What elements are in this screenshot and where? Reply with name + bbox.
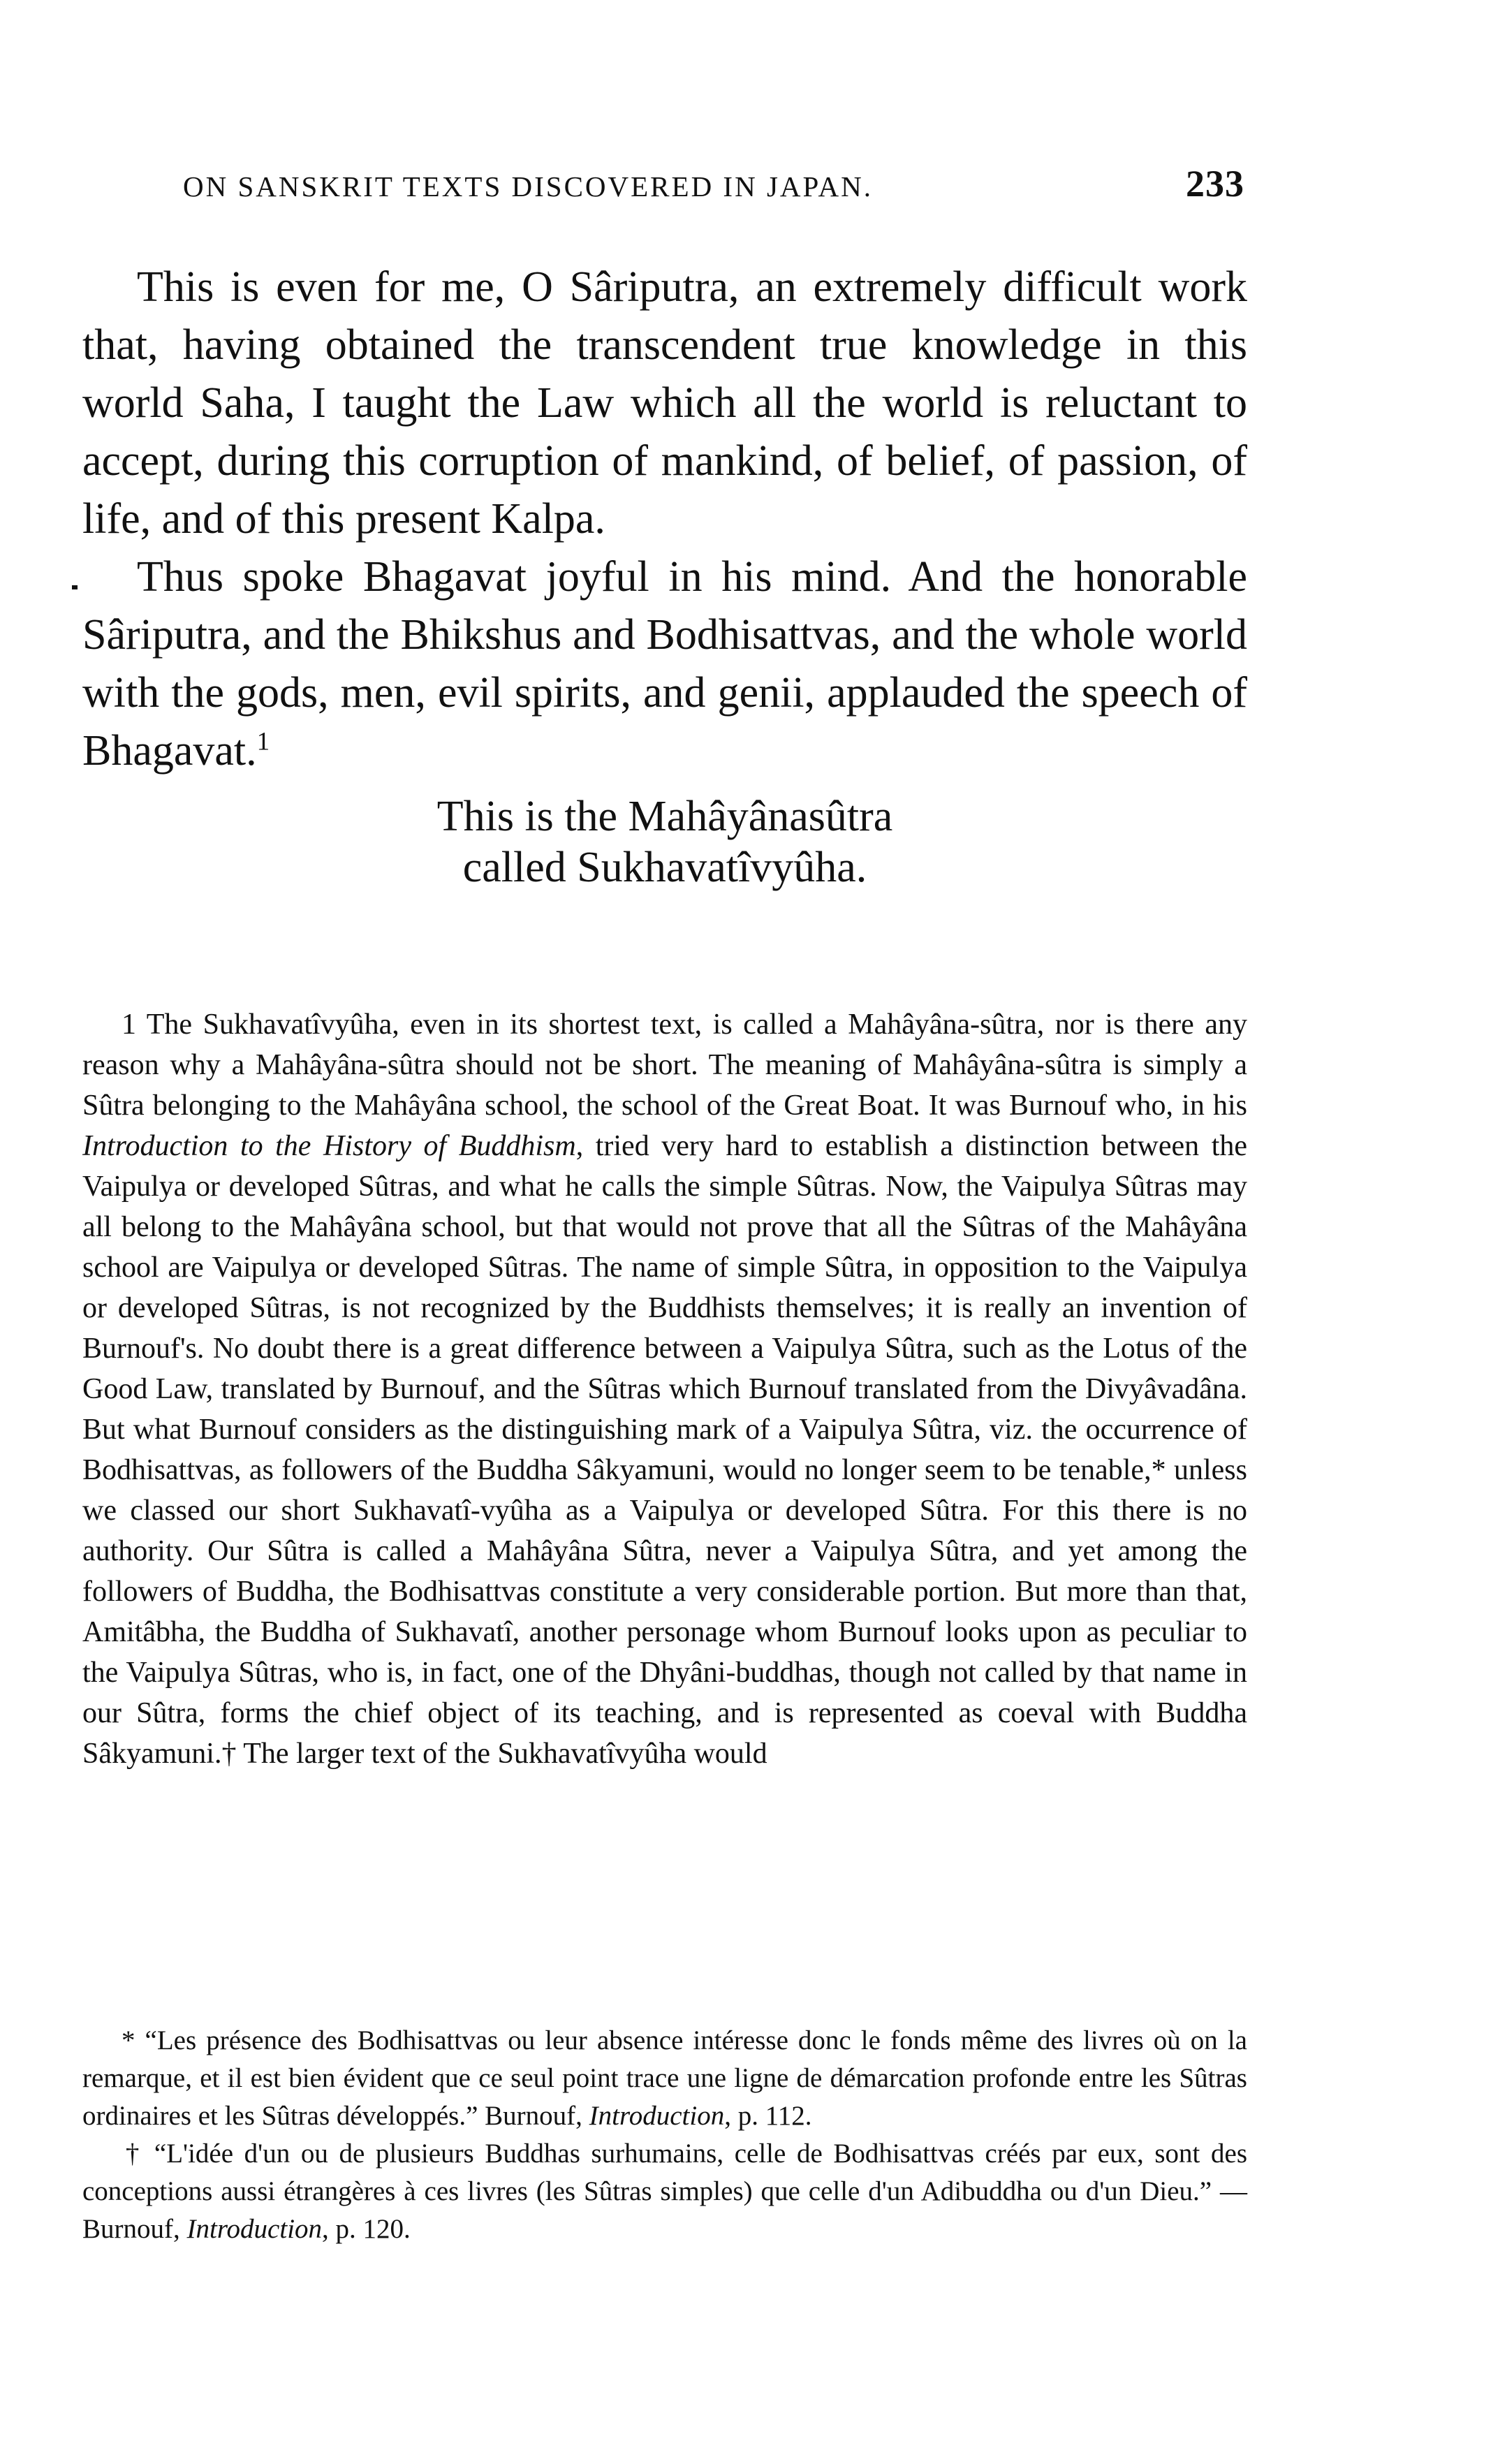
footnote-quote: “L'idée d'un ou de plusieurs Buddhas surhumains, celle de Bodhisattvas créés par eux, sont des conceptions aussi étrangères à ces livres (les Sûtras simples) que celle d'un Adibuddha ou d'un Dieu.” — Burnouf, (82, 2139, 1248, 2244)
page-number: 233 (1186, 163, 1244, 205)
footnote-1 (82, 1004, 1247, 1774)
footnote-dagger (82, 2135, 1247, 2248)
paragraph (82, 548, 1247, 780)
main-text (82, 258, 1247, 893)
citation-work: Introduction (589, 2101, 725, 2131)
book-title: Introduction to the History of Buddhism (82, 1130, 576, 1162)
footnote-marker: 1 (122, 1009, 136, 1041)
footnote-text: The Sukhavatîvyûha, even in its shortest text, is called a Mahâyâna-sûtra, nor is there any reason why a Mahâyâna-sûtra should not be short. The meaning of Mahâyâna-sûtra is simply a Sûtra belonging to the Mahâyâna school, the school of the Great Boat. It was Burnouf who, in his (82, 1009, 1247, 1122)
paragraph-text: This is even for me, O Sâriputra, an extremely difficult work that, having obtained the transcendent true knowledge in this world Saha, I taught the Law which all the world is reluctant to accept, during this corruption of mankind, of belief, of passion, of life, and of this present Kalpa. (82, 263, 1247, 543)
footnote-quote: “Les présence des Bodhisattvas ou leur absence intéresse donc le fonds même des livres où on la remarque, et il est bien évident que ce seul point trace une ligne de démarcation profonde entre les Sûtras ordinaires et les Sûtras développés.” (82, 2025, 1247, 2131)
margin-mark (72, 585, 78, 589)
running-title: ON SANSKRIT TEXTS DISCOVERED IN JAPAN. (183, 170, 874, 203)
sub-footnotes (82, 2022, 1247, 2248)
footnote-reference[interactable]: 1 (256, 727, 270, 756)
colophon (82, 791, 1247, 893)
footnote-text: , tried very hard to establish a distinction between the Vaipulya or developed Sûtras, and what he calls the simple Sûtras. Now, the Vaipulya Sûtras may all belong to the Mahâyâna school, but that would not prove that all the Sûtras of the Mahâyâna school are Vaipulya or developed Sûtras. The name of simple Sûtra, in opposition to the Vaipulya or developed Sûtras, is not recognized by the Buddhists themselves; it is really an invention of Burnouf's. No doubt there is a great difference between a Vaipulya Sûtra, such as the Lotus of the Good Law, translated by Burnouf, and the Sûtras which Burnouf translated from the Divyâvadâna. But what Burnouf considers as the distinguishing mark of a Vaipulya Sûtra, viz. the occurrence of Bodhisattvas, as followers of the Buddha Sâkyamuni, would no longer seem to be tenable,* unless we classed our short Sukhavatî-vyûha as a Vaipulya or developed Sûtra. For this there is no authority. Our Sûtra is called a Mahâyâna Sûtra, never a Vaipulya Sûtra, and yet among the followers of Buddha, the Bodhisattvas constitute a very considerable portion. But more than that, Amitâbha, the Buddha of Sukhavatî, another personage whom Burnouf looks upon as peculiar to the Vaipulya Sûtras, who is, in fact, one of the Dhyâni-buddhas, though not called by that name in our Sûtra, forms the chief object of its teaching, and is represented as coeval with Buddha Sâkyamuni.† The larger text of the Sukhavatîvyûha would (82, 1130, 1248, 1770)
footnote-marker: * (122, 2025, 135, 2055)
page-header (183, 162, 1244, 218)
footnote-marker: † (122, 2139, 144, 2169)
colophon-line: called Sukhavatîvyûha. (462, 844, 867, 891)
footnote-star (82, 2022, 1247, 2135)
citation-work: Introduction (186, 2214, 323, 2244)
citation-page: , p. 112. (724, 2101, 812, 2131)
colophon-line: This is the Mahâyânasûtra (436, 793, 893, 840)
citation-page: , p. 120. (322, 2214, 411, 2244)
paragraph-text: Thus spoke Bhagavat joyful in his mind. And the honorable Sâriputra, and the Bhikshus and Bodhisattvas, and the whole world with the gods, men, evil spirits, and genii, applauded the speech of Bhagavat. (82, 553, 1247, 775)
citation-author: Burnouf, (485, 2101, 582, 2131)
paragraph (82, 258, 1247, 548)
